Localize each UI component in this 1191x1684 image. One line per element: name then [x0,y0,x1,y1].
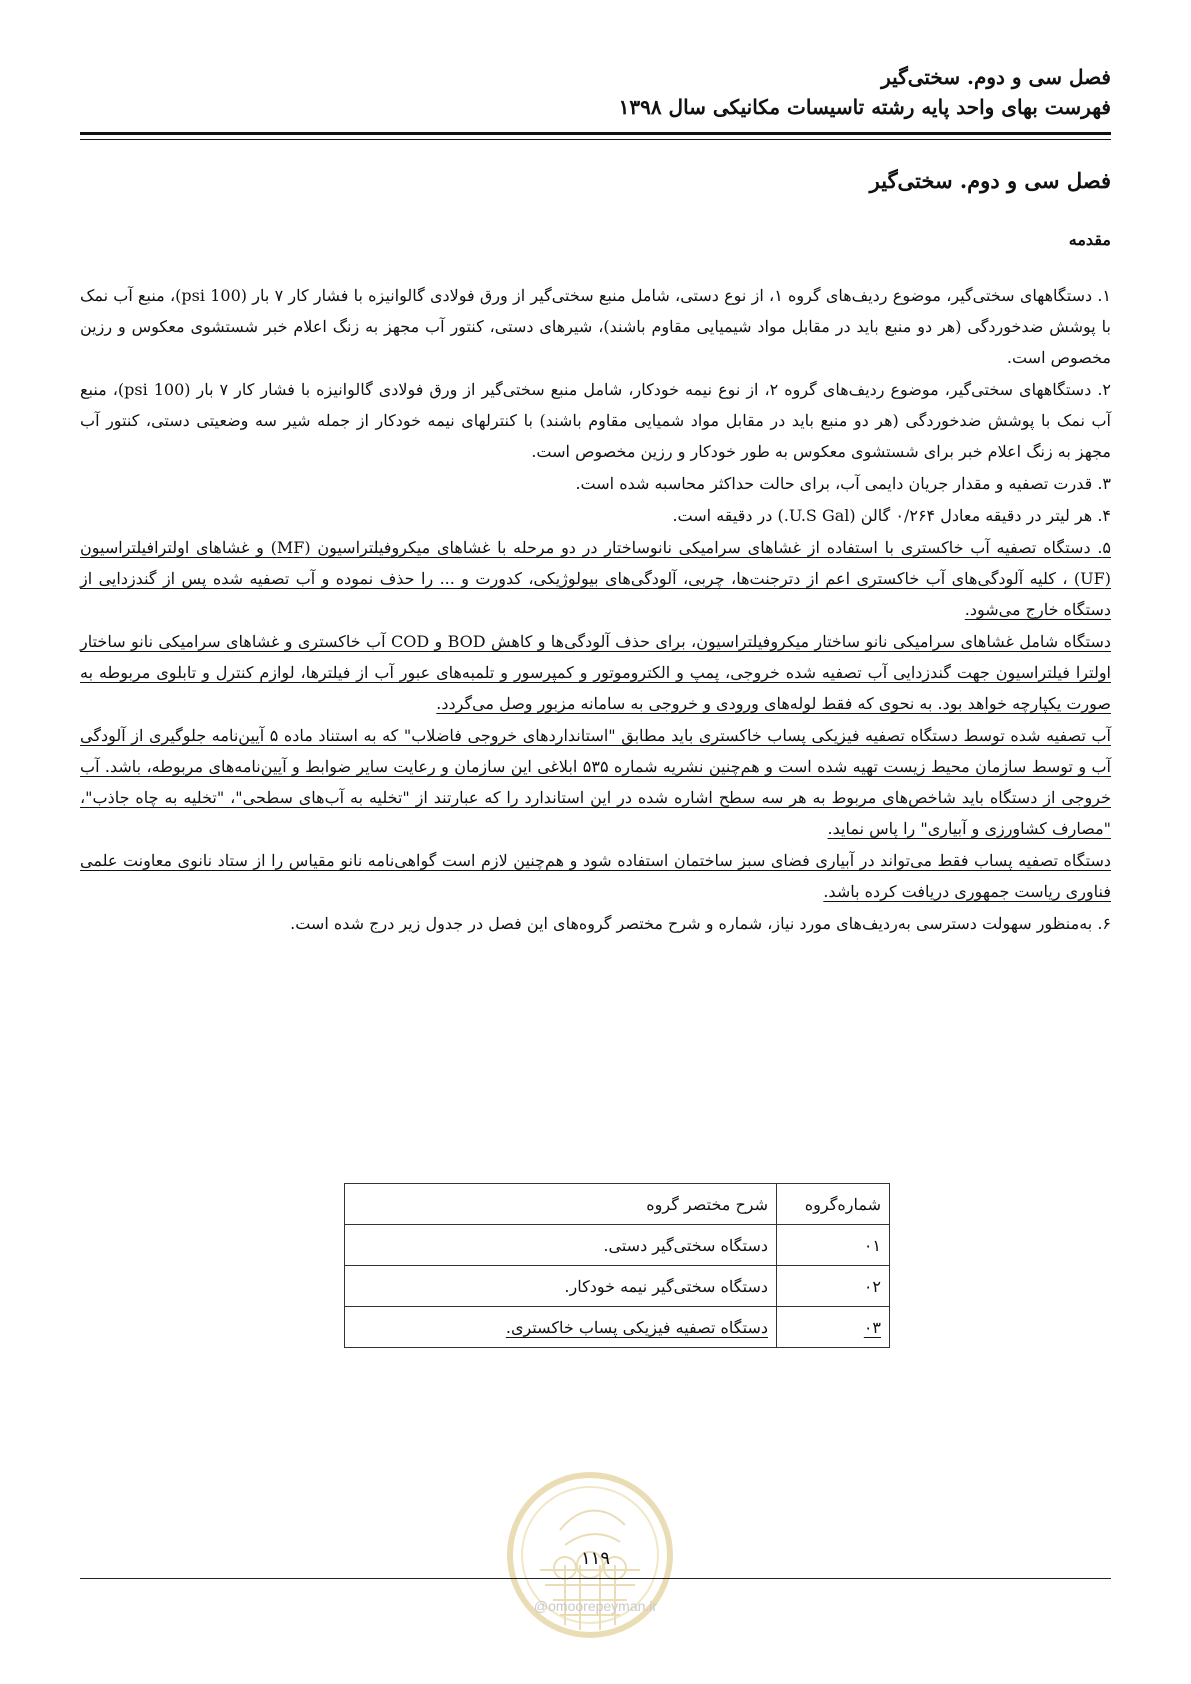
page-number: ۱۱۹ [580,1548,610,1569]
intro-heading: مقدمه [1068,230,1111,249]
table-header-row [345,1184,890,1225]
table-row [345,1225,890,1266]
paragraph-1: ۱. دستگاههای سختی‌گیر، موضوع ردیف‌های گروه ۱، از نوع دستی، شامل منبع سختی‌گیر از ورق فولادی گالوانیزه با فشار کار ۷ بار (100 psi)، منبع آب نمک با پوشش ضدخوردگی (هر دو منبع باید در مقابل مواد شیمیایی مقاوم باشند)، شیرهای دستی، کنتور آب مجهز به زنگ اعلام خبر شستشوی معکوس و رزین مخصوص است. [80,286,1112,367]
table-header-code: شماره‌گروه [777,1184,890,1225]
header-book-title: فهرست بهای واحد پایه رشته تاسیسات مکانیکی سال ۱۳۹۸ [618,95,1111,119]
table-header-desc: شرح مختصر گروه [345,1184,777,1225]
footer-website: @omoorepeyman.ir [533,1598,658,1614]
chapter-title: فصل سی و دوم. سختی‌گیر [869,168,1111,193]
body-text [80,280,1111,940]
paragraph-6: ۶. به‌منظور سهولت دسترسی به‌ردیف‌های مورد نیاز، شماره و شرح مختصر گروه‌های این فصل در جدول زیر درج شده است. [290,914,1111,933]
paragraph-5-standards: آب تصفیه شده توسط دستگاه تصفیه فیزیکی پساب خاکستری باید مطابق "استانداردهای خروجی فاضلاب" که به استناد ماده ۵ آیین‌نامه جلوگیری از آلودگی آب و توسط سازمان محیط زیست تهیه شده است و هم‌چنین نشریه شماره ۵۳۵ ابلاغی این سازمان و رعایت سایر ضوابط و آیین‌نامه‌های مربوطه، باشد. آب خروجی از دستگاه باید شاخص‌های مربوط به هر سه سطح اشاره شده در این استاندارد را که عبارتند از "تخلیه به آب‌های سطحی"، "تخلیه به چاه جاذب"، "مصارف کشاورزی و آبیاری" را پاس نماید. [80,726,1112,838]
header-divider-thick [80,132,1111,135]
table-cell-desc: دستگاه تصفیه فیزیکی پساب خاکستری. [345,1307,777,1348]
table-row [345,1266,890,1307]
groups-table [344,1183,890,1348]
paragraph-2: ۲. دستگاههای سختی‌گیر، موضوع ردیف‌های گروه ۲، از نوع نیمه خودکار، شامل منبع سختی‌گیر از ورق فولادی گالوانیزه با فشار کار ۷ بار (100 psi)، منبع آب نمک با پوشش ضدخوردگی (هر دو منبع باید در مقابل مواد شمیایی مقاوم باشند) با کنترلهای نیمه خودکار از جمله شیر سه وضعیتی دستی، کنتور آب مجهز به زنگ اعلام خبر برای شستشوی معکوس به طور خودکار و رزین مخصوص است. [80,380,1111,461]
table-cell-desc: دستگاه سختی‌گیر دستی. [345,1225,777,1266]
table-cell-code: ۰۳ [777,1307,890,1348]
table-row [345,1307,890,1348]
paragraph-5-usage: دستگاه تصفیه پساب فقط می‌تواند در آبیاری فضای سبز ساختمان استفاده شود و هم‌چنین لازم است گواهی‌نامه نانو مقیاس را از ستاد نانوی معاونت علمی فناوری ریاست جمهوری دریافت کرده باشد. [80,851,1111,901]
table-cell-desc: دستگاه سختی‌گیر نیمه خودکار. [345,1266,777,1307]
table-cell-code: ۰۱ [777,1225,890,1266]
header-chapter-title: فصل سی و دوم. سختی‌گیر [881,65,1111,89]
header-divider-thin [80,139,1111,140]
paragraph-3: ۳. قدرت تصفیه و مقدار جریان دایمی آب، برای حالت حداکثر محاسبه شده است. [575,474,1111,493]
table-cell-code: ۰۲ [777,1266,890,1307]
paragraph-4: ۴. هر لیتر در دقیقه معادل ۰/۲۶۴ گالن (U.S Gal.) در دقیقه است. [672,506,1111,525]
footer-divider [80,1578,1111,1579]
paragraph-5-device: دستگاه شامل غشاهای سرامیکی نانو ساختار میکروفیلتراسیون، برای حذف آلودگی‌ها و کاهش BOD و COD آب خاکستری و غشاهای سرامیکی نانو ساختار اولترا فیلتراسیون جهت گندزدایی آب تصفیه شده خروجی، پمپ و الکتروموتور و کمپرسور و تلمبه‌های عبور آب از فیلترها، لوازم کنترل و تابلوی مربوطه به صورت یکپارچه خواهد بود. به نحوی که فقط لوله‌های ورودی و خروجی به سامانه مزبور وصل می‌گردد. [80,632,1112,713]
page-header [80,62,1111,122]
paragraph-5: ۵. دستگاه تصفیه آب خاکستری با استفاده از غشاهای سرامیکی نانوساختار در دو مرحله با غشاهای میکروفیلتراسیون (MF) و غشاهای اولترافیلتراسیون (UF) ، کلیه آلودگی‌های آب خاکستری اعم از دترجنت‌ها، چربی، آلودگی‌های بیولوژیکی، کدورت و ... را حذف نموده و آب تصفیه شده پس از گندزدایی از دستگاه خارج می‌شود. [80,538,1111,619]
